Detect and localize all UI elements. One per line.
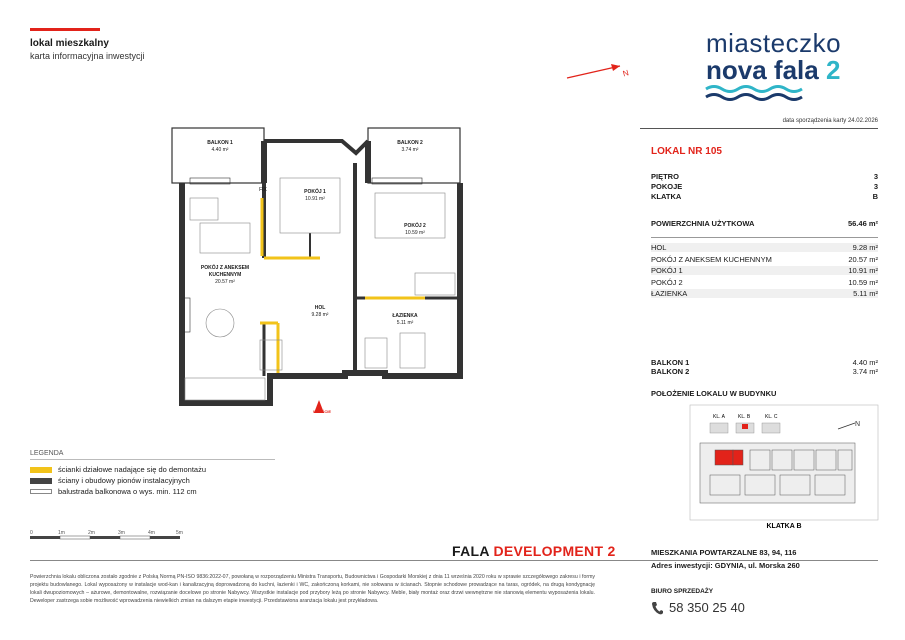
logo-accent-number: 2 <box>825 55 841 85</box>
plan-label-balkon2: BALKON 2 <box>397 140 423 146</box>
plan-area-hol: 9.28 m² <box>311 312 329 318</box>
card-date: data sporządzenia karty 24.02.2026 <box>782 118 878 124</box>
unit-title: LOKAL NR 105 <box>651 146 722 157</box>
legend-swatch <box>30 478 52 484</box>
legend-swatch <box>30 489 52 494</box>
svg-text:1m: 1m <box>58 530 65 536</box>
plan-label-pokoj2: POKÓJ 2 <box>404 223 426 229</box>
disclaimer-text: Powierzchnia lokalu obliczona zostało zgodnie z Polską Normą PN-ISO 9836:2022-07, powołaną w rozporządzeniu Ministra Transportu, Budownictwa i Gospodarki Morskiej z dnia 11 września 2020 roku w sprawie szczegółowego zakresu i formy projektu budowlanego. Lokal wyposażony w instalacje wod-kan i kanalizacyjną doprowadzoną do kuchni, łazienki i WC, zakończoną korkami, nie sołowana w ścianach. Stopnie schodowe prowadzące na taras, ogródek, na drugą kondygnację lokali dwupoziomowych – ażurowe, demontowalne, rozwiązanie docelowe po stronie Nabywcy. Wszystkie instalacje pod przybory leżą po stronie Nabywcy. Meble, biały montaż oraz drzwi wewnętrzne nie stanowią elementu wyposażenia lokalu. Deweloper zastrzega sobie możliwość wprowadzenia niewielkich zmian na dalszym etapie inwestycji. Przedstawiona aranżacja lokalu jest przykładowa. <box>30 574 595 604</box>
plan-label-pokoj1: POKÓJ 1 <box>304 189 326 195</box>
plan-entry-label: WEJŚCIE <box>312 409 331 414</box>
plan-area-pokoj1: 10.91 m² <box>305 196 325 202</box>
logo-line-1: miasteczko <box>706 28 842 58</box>
floor-row: PIĘTRO 3 <box>651 172 878 181</box>
area-row: POKÓJ 2 10.59 m² <box>651 278 878 287</box>
balcony-row: BALKON 2 3.74 m² <box>651 367 878 376</box>
legend-item: balustrada balkonowa o wys. min. 112 cm <box>30 487 197 496</box>
sales-phone[interactable]: 58 350 25 40 <box>651 600 745 615</box>
svg-text:0: 0 <box>30 530 33 536</box>
document-subtitle: karta informacyjna inwestycji <box>30 51 145 61</box>
header-accent-bar <box>30 28 100 31</box>
legend-title: LEGENDA <box>30 450 64 457</box>
map-label-kl-b: KL. B <box>738 414 751 420</box>
legend-item: ściany i obudowy pionów instalacyjnych <box>30 476 190 485</box>
usable-area-row: POWIERZCHNIA UŻYTKOWA 56.46 m² <box>651 219 878 228</box>
logo-waves-icon <box>706 85 836 105</box>
investment-line-1: MIESZKANIA POWTARZALNE 83, 94, 116 <box>651 548 797 557</box>
svg-text:4m: 4m <box>148 530 155 536</box>
plan-area-balkon1: 4.40 m² <box>211 147 229 153</box>
divider <box>651 237 878 238</box>
svg-text:3m: 3m <box>118 530 125 536</box>
area-row: ŁAZIENKA 5.11 m² <box>651 289 878 298</box>
divider <box>30 459 275 460</box>
area-row: HOL 9.28 m² <box>651 243 878 252</box>
svg-text:N: N <box>621 68 630 79</box>
stair-row: KLATKA B <box>651 192 878 201</box>
plan-area-salon: 20.57 m² <box>215 279 235 285</box>
investment-address: Adres inwestycji: GDYNIA, ul. Morska 260 <box>651 561 800 570</box>
map-label-kl-c: KL. C <box>765 414 778 420</box>
document-kicker: lokal mieszkalny <box>30 38 109 49</box>
plan-area-lazienka: 5.11 m² <box>396 320 414 326</box>
compass-north-icon <box>565 58 640 82</box>
plan-fix-label: FIX <box>259 187 267 193</box>
map-caption: KLATKA B <box>766 523 802 530</box>
svg-text:5m: 5m <box>176 530 183 536</box>
logo-name: nova fala <box>706 55 819 85</box>
plan-label-hol: HOL <box>314 305 326 311</box>
plan-label-lazienka: ŁAZIENKA <box>392 313 418 319</box>
building-footprint <box>700 443 855 503</box>
plan-label-salon: POKÓJ Z ANEKSEM <box>200 265 250 271</box>
map-north-icon: N <box>855 421 861 428</box>
phone-icon <box>651 601 663 615</box>
balcony-row: BALKON 1 4.40 m² <box>651 358 878 367</box>
position-title: POŁOŻENIE LOKALU W BUDYNKU <box>651 389 777 398</box>
plan-label-salon-2: KUCHENNYM <box>208 272 242 278</box>
plan-area-pokoj2: 10.59 m² <box>405 230 425 236</box>
legend-item: ścianki działowe nadające się do demontażu <box>30 465 206 474</box>
floor-plan <box>160 108 470 418</box>
area-row: POKÓJ 1 10.91 m² <box>651 266 878 275</box>
divider <box>640 128 878 129</box>
developer-logo: FALA DEVELOPMENT 2 <box>452 543 616 559</box>
rooms-row: POKOJE 3 <box>651 182 878 191</box>
plan-label-balkon1: BALKON 1 <box>207 140 233 146</box>
svg-text:2m: 2m <box>88 530 95 536</box>
area-row: POKÓJ Z ANEKSEM KUCHENNYM 20.57 m² <box>651 255 878 264</box>
map-label-kl-a: KL. A <box>713 414 725 420</box>
sales-office-label: BIURO SPRZEDAŻY <box>651 588 714 595</box>
plan-area-balkon2: 3.74 m² <box>401 147 419 153</box>
logo-line-2 <box>706 55 840 86</box>
legend-swatch <box>30 467 52 473</box>
building-position-map <box>690 405 878 530</box>
scale-bar <box>30 528 200 544</box>
